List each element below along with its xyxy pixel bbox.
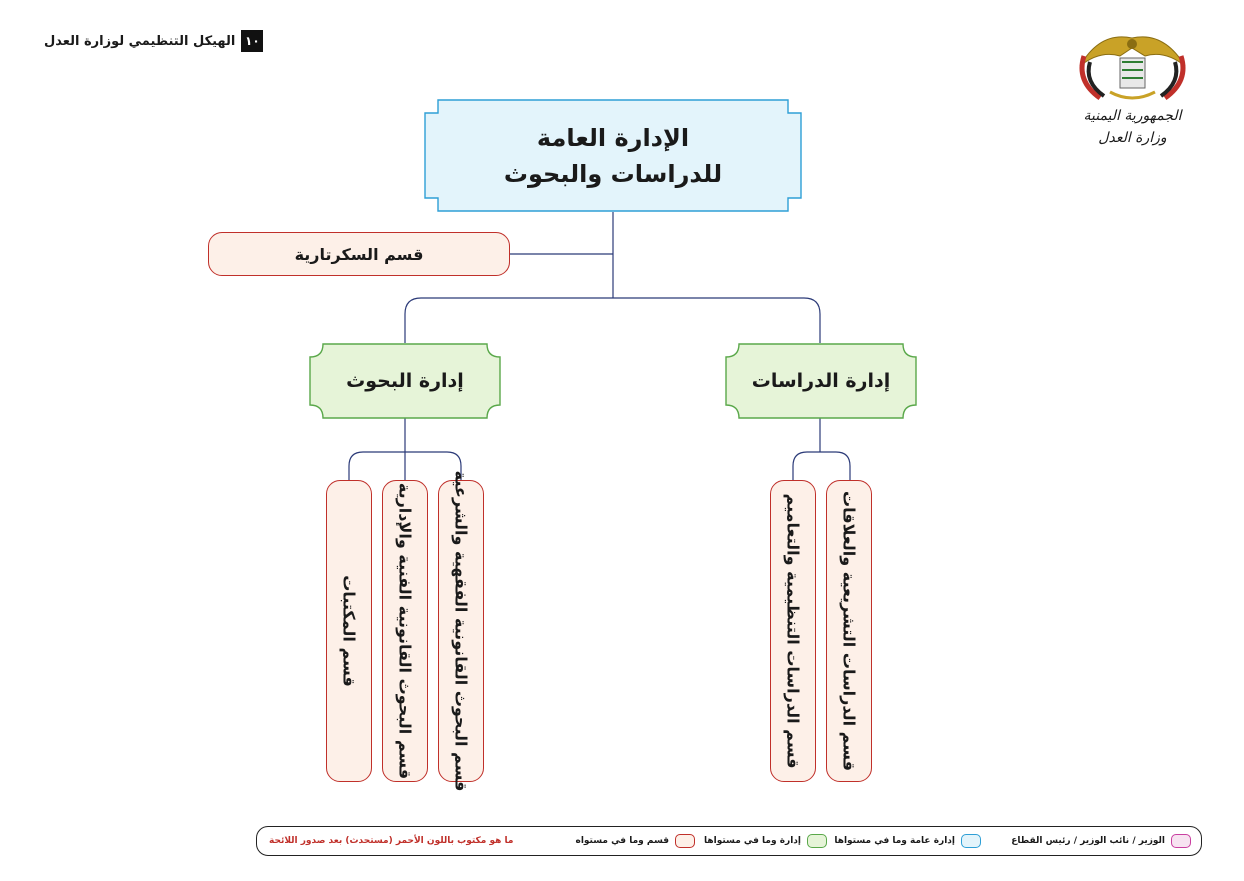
emblem-ministry-name: وزارة العدل [1098,130,1167,146]
legend-swatch [807,834,827,848]
legend-item-general-directorate: إدارة عامة وما في مستواها [834,827,981,855]
section-label: قسم البحوث القانونية الفنية والإدارية [395,482,415,780]
legend-item-directorate: إدارة وما في مستواها [704,827,827,855]
research-directorate-box [309,343,501,419]
secretariat-section-box: قسم السكرتارية [208,232,510,276]
main-box-line2: للدراسات والبحوث [503,159,723,188]
legend-item-section: قسم وما في مستواه [576,827,696,855]
section-jurisprudential-research [438,470,484,792]
legend-note: ما هو مكتوب باللون الأحمر (مستحدث) بعد صدور اللائحة [269,836,514,846]
studies-directorate-label: إدارة الدراسات [751,370,891,392]
section-legislative-studies [826,480,872,782]
general-directorate-box [424,99,802,212]
section-label: قسم الدراسات التشريعية والعلاقات [839,491,859,771]
legend [256,826,1202,856]
legend-swatch [675,834,695,848]
section-technical-research [382,480,428,782]
studies-branch-line [793,452,850,480]
emblem-country-name: الجمهورية اليمنية [1083,108,1182,124]
studies-directorate-box [725,343,917,419]
departments-branch-line [405,298,820,343]
section-label: قسم المكتبات [339,575,359,687]
legend-item-minister: الوزير / نائب الوزير / رئيس القطاع [1011,827,1191,855]
main-box-line1: الإدارة العامة [536,123,690,152]
section-label: قسم الدراسات التنظيمية والتعاميم [783,493,803,769]
section-label: قسم البحوث القانونية الفقهية والشرعية [451,470,471,792]
legend-swatch [961,834,981,848]
page-title: الهيكل التنظيمي لوزارة العدل [44,33,236,49]
section-libraries [326,480,372,782]
section-regulatory-studies [770,480,816,782]
legend-swatch [1171,834,1191,848]
page-number: ١٠ [241,30,263,52]
research-directorate-label: إدارة البحوث [346,370,464,392]
